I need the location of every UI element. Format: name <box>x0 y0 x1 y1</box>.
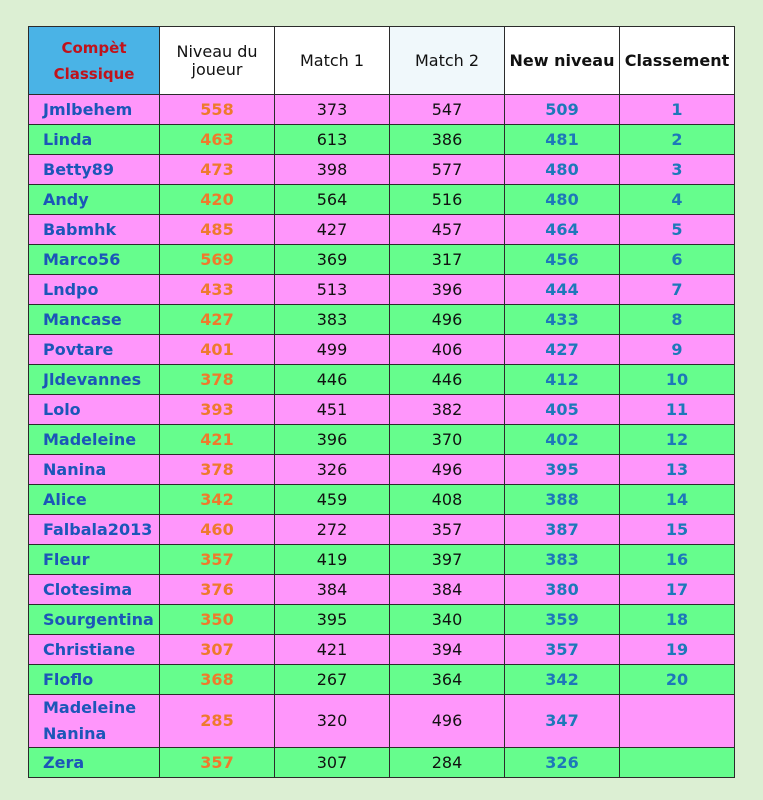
new-level: 480 <box>505 185 620 215</box>
table-row <box>29 485 735 515</box>
header-niveau: Niveau du joueur <box>160 27 275 95</box>
ranking: 11 <box>620 395 735 425</box>
match2-score: 340 <box>390 605 505 635</box>
player-level: 357 <box>160 748 275 778</box>
ranking: 10 <box>620 365 735 395</box>
ranking: 3 <box>620 155 735 185</box>
match1-score: 459 <box>275 485 390 515</box>
ranking: 17 <box>620 575 735 605</box>
new-level: 456 <box>505 245 620 275</box>
ranking: 13 <box>620 455 735 485</box>
new-level: 412 <box>505 365 620 395</box>
ranking: 1 <box>620 95 735 125</box>
table-row <box>29 125 735 155</box>
match2-score: 457 <box>390 215 505 245</box>
table-row <box>29 635 735 665</box>
new-level: 433 <box>505 305 620 335</box>
match1-score: 499 <box>275 335 390 365</box>
table-row <box>29 335 735 365</box>
ranking <box>620 748 735 778</box>
player-name: Madeleine Nanina <box>29 695 160 748</box>
new-level: 480 <box>505 155 620 185</box>
table-row <box>29 575 735 605</box>
match1-score: 451 <box>275 395 390 425</box>
player-name: Fleur <box>29 545 160 575</box>
player-level: 357 <box>160 545 275 575</box>
player-name: Lolo <box>29 395 160 425</box>
ranking: 7 <box>620 275 735 305</box>
table-row <box>29 605 735 635</box>
new-level: 388 <box>505 485 620 515</box>
player-level: 378 <box>160 455 275 485</box>
new-level: 509 <box>505 95 620 125</box>
player-name: Sourgentina <box>29 605 160 635</box>
player-level: 485 <box>160 215 275 245</box>
player-level: 393 <box>160 395 275 425</box>
ranking: 14 <box>620 485 735 515</box>
match2-score: 394 <box>390 635 505 665</box>
table-row <box>29 515 735 545</box>
new-level: 444 <box>505 275 620 305</box>
match2-score: 384 <box>390 575 505 605</box>
player-name: Jmlbehem <box>29 95 160 125</box>
ranking: 9 <box>620 335 735 365</box>
new-level: 380 <box>505 575 620 605</box>
player-level: 401 <box>160 335 275 365</box>
player-name: Nanina <box>29 455 160 485</box>
player-name: Povtare <box>29 335 160 365</box>
match1-score: 384 <box>275 575 390 605</box>
player-level: 421 <box>160 425 275 455</box>
player-level: 427 <box>160 305 275 335</box>
new-level: 481 <box>505 125 620 155</box>
match2-score: 357 <box>390 515 505 545</box>
player-name: Mancase <box>29 305 160 335</box>
new-level: 402 <box>505 425 620 455</box>
ranking: 16 <box>620 545 735 575</box>
new-level: 359 <box>505 605 620 635</box>
table-row <box>29 95 735 125</box>
new-level: 326 <box>505 748 620 778</box>
match1-score: 419 <box>275 545 390 575</box>
new-level: 464 <box>505 215 620 245</box>
new-level: 405 <box>505 395 620 425</box>
table-row <box>29 748 735 778</box>
new-level: 395 <box>505 455 620 485</box>
player-name: Andy <box>29 185 160 215</box>
match2-score: 446 <box>390 365 505 395</box>
match2-score: 406 <box>390 335 505 365</box>
header-new-niveau: New niveau <box>505 27 620 95</box>
table-row <box>29 425 735 455</box>
player-name: Linda <box>29 125 160 155</box>
match2-score: 496 <box>390 455 505 485</box>
player-level: 342 <box>160 485 275 515</box>
match2-score: 386 <box>390 125 505 155</box>
header-match1: Match 1 <box>275 27 390 95</box>
match2-score: 547 <box>390 95 505 125</box>
ranking: 4 <box>620 185 735 215</box>
table-row <box>29 365 735 395</box>
new-level: 427 <box>505 335 620 365</box>
table-row <box>29 245 735 275</box>
match1-score: 326 <box>275 455 390 485</box>
match1-score: 373 <box>275 95 390 125</box>
player-name: Falbala2013 <box>29 515 160 545</box>
player-level: 420 <box>160 185 275 215</box>
match1-score: 396 <box>275 425 390 455</box>
player-level: 368 <box>160 665 275 695</box>
match2-score: 408 <box>390 485 505 515</box>
player-level: 433 <box>160 275 275 305</box>
match2-score: 496 <box>390 305 505 335</box>
match2-score: 397 <box>390 545 505 575</box>
player-level: 569 <box>160 245 275 275</box>
player-level: 558 <box>160 95 275 125</box>
player-level: 350 <box>160 605 275 635</box>
match1-score: 320 <box>275 695 390 748</box>
player-name: Babmhk <box>29 215 160 245</box>
player-name: Jldevannes <box>29 365 160 395</box>
ranking: 2 <box>620 125 735 155</box>
header-classement: Classement <box>620 27 735 95</box>
player-level: 460 <box>160 515 275 545</box>
player-name: Alice <box>29 485 160 515</box>
player-level: 473 <box>160 155 275 185</box>
table-row <box>29 155 735 185</box>
table-row <box>29 545 735 575</box>
match1-score: 427 <box>275 215 390 245</box>
ranking: 8 <box>620 305 735 335</box>
match1-score: 564 <box>275 185 390 215</box>
table-row <box>29 185 735 215</box>
match1-score: 383 <box>275 305 390 335</box>
ranking-table <box>28 26 735 778</box>
header-match2: Match 2 <box>390 27 505 95</box>
table-row <box>29 395 735 425</box>
match2-score: 496 <box>390 695 505 748</box>
player-level: 463 <box>160 125 275 155</box>
player-name: Christiane <box>29 635 160 665</box>
player-level: 376 <box>160 575 275 605</box>
header-row <box>29 27 735 95</box>
new-level: 383 <box>505 545 620 575</box>
match1-score: 398 <box>275 155 390 185</box>
match2-score: 396 <box>390 275 505 305</box>
match1-score: 272 <box>275 515 390 545</box>
ranking: 20 <box>620 665 735 695</box>
table-row <box>29 215 735 245</box>
player-name: Floflo <box>29 665 160 695</box>
match2-score: 516 <box>390 185 505 215</box>
ranking: 12 <box>620 425 735 455</box>
table-row <box>29 305 735 335</box>
match2-score: 284 <box>390 748 505 778</box>
player-level: 285 <box>160 695 275 748</box>
player-name: Lndpo <box>29 275 160 305</box>
new-level: 342 <box>505 665 620 695</box>
match2-score: 364 <box>390 665 505 695</box>
ranking <box>620 695 735 748</box>
ranking: 6 <box>620 245 735 275</box>
ranking: 18 <box>620 605 735 635</box>
match1-score: 307 <box>275 748 390 778</box>
match1-score: 369 <box>275 245 390 275</box>
player-level: 378 <box>160 365 275 395</box>
player-name: Marco56 <box>29 245 160 275</box>
player-name: Clotesima <box>29 575 160 605</box>
new-level: 387 <box>505 515 620 545</box>
match2-score: 370 <box>390 425 505 455</box>
table-row <box>29 275 735 305</box>
ranking: 19 <box>620 635 735 665</box>
match1-score: 513 <box>275 275 390 305</box>
table-row <box>29 695 735 748</box>
match2-score: 382 <box>390 395 505 425</box>
table-row <box>29 455 735 485</box>
competition-title: Compèt Classique <box>29 27 160 95</box>
match1-score: 446 <box>275 365 390 395</box>
match2-score: 317 <box>390 245 505 275</box>
ranking: 15 <box>620 515 735 545</box>
match2-score: 577 <box>390 155 505 185</box>
player-name: Zera <box>29 748 160 778</box>
match1-score: 421 <box>275 635 390 665</box>
player-name: Betty89 <box>29 155 160 185</box>
ranking: 5 <box>620 215 735 245</box>
match1-score: 395 <box>275 605 390 635</box>
new-level: 357 <box>505 635 620 665</box>
match1-score: 267 <box>275 665 390 695</box>
player-level: 307 <box>160 635 275 665</box>
match1-score: 613 <box>275 125 390 155</box>
table-row <box>29 665 735 695</box>
player-name: Madeleine <box>29 425 160 455</box>
new-level: 347 <box>505 695 620 748</box>
